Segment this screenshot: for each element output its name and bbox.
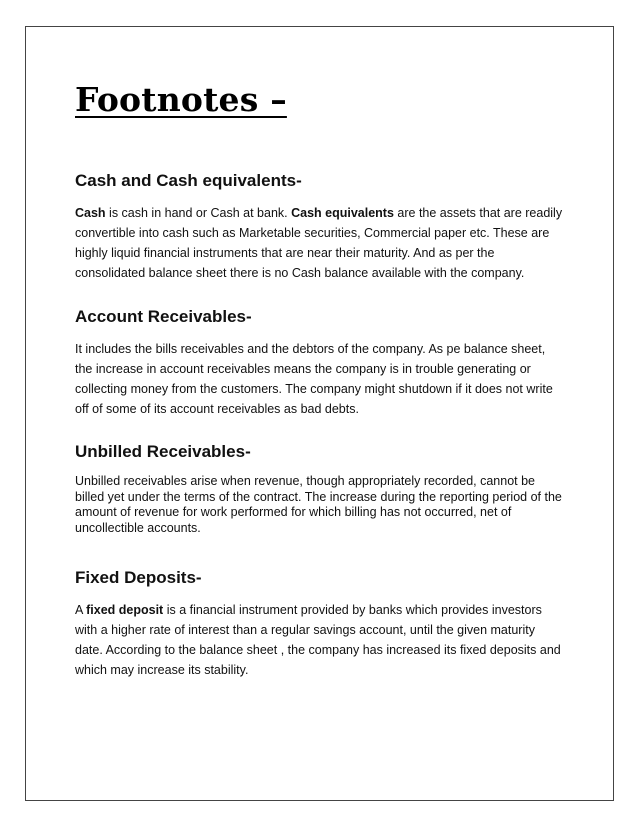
bold-term: Cash equivalents — [291, 206, 394, 220]
section-heading: Fixed Deposits- — [75, 568, 202, 587]
section-account-receivables — [75, 307, 570, 419]
bold-term: fixed deposit — [86, 603, 164, 617]
text-line: convertible into cash such as Marketable securities, Commercial paper etc. These are — [75, 226, 550, 240]
section-body — [75, 339, 570, 419]
text-line: collecting money from the customers. The company might shutdown if it does not write — [75, 382, 553, 396]
section-fixed-deposits — [75, 568, 570, 680]
text-line: highly liquid financial instruments that are near their maturity. And as per the — [75, 246, 495, 260]
text-line — [75, 203, 570, 223]
bold-term: Cash — [75, 206, 106, 220]
text-line: the increase in account receivables means the company is in trouble generating or — [75, 362, 531, 376]
text-line: uncollectible accounts. — [75, 520, 201, 535]
section-cash-equivalents — [75, 171, 570, 283]
text-line: date. According to the balance sheet , the company has increased its fixed deposits and — [75, 643, 561, 657]
section-unbilled-receivables — [75, 442, 570, 536]
text-run: is cash in hand or Cash at bank. — [105, 206, 292, 220]
section-heading: Unbilled Receivables- — [75, 442, 251, 461]
text-line: It includes the bills receivables and the debtors of the company. As pe balance sheet, — [75, 342, 546, 356]
section-heading: Account Receivables- — [75, 307, 252, 326]
text-line: Unbilled receivables arise when revenue, though appropriately recorded, cannot be — [75, 474, 536, 488]
text-line: billed yet under the terms of the contract. The increase during the reporting period of the — [75, 489, 562, 504]
text-line: consolidated balance sheet there is no Cash balance available with the company. — [75, 266, 525, 280]
text-line: which may increase its stability. — [75, 663, 249, 677]
page-title: Footnotes – — [75, 80, 287, 119]
text-line: amount of revenue for work performed for which billing has not occurred, net of — [75, 505, 512, 519]
section-heading: Cash and Cash equivalents- — [75, 171, 302, 190]
text-run: are the assets that are readily — [393, 206, 563, 220]
text-line: off of some of its account receivables as bad debts. — [75, 402, 359, 416]
section-body — [75, 600, 570, 680]
text-run: A — [75, 603, 87, 617]
text-line: with a higher rate of interest than a regular savings account, until the given maturity — [75, 623, 535, 637]
section-body — [75, 203, 570, 283]
text-run: is a financial instrument provided by banks which provides investors — [163, 603, 542, 617]
text-line — [75, 600, 570, 620]
section-body — [75, 474, 570, 536]
